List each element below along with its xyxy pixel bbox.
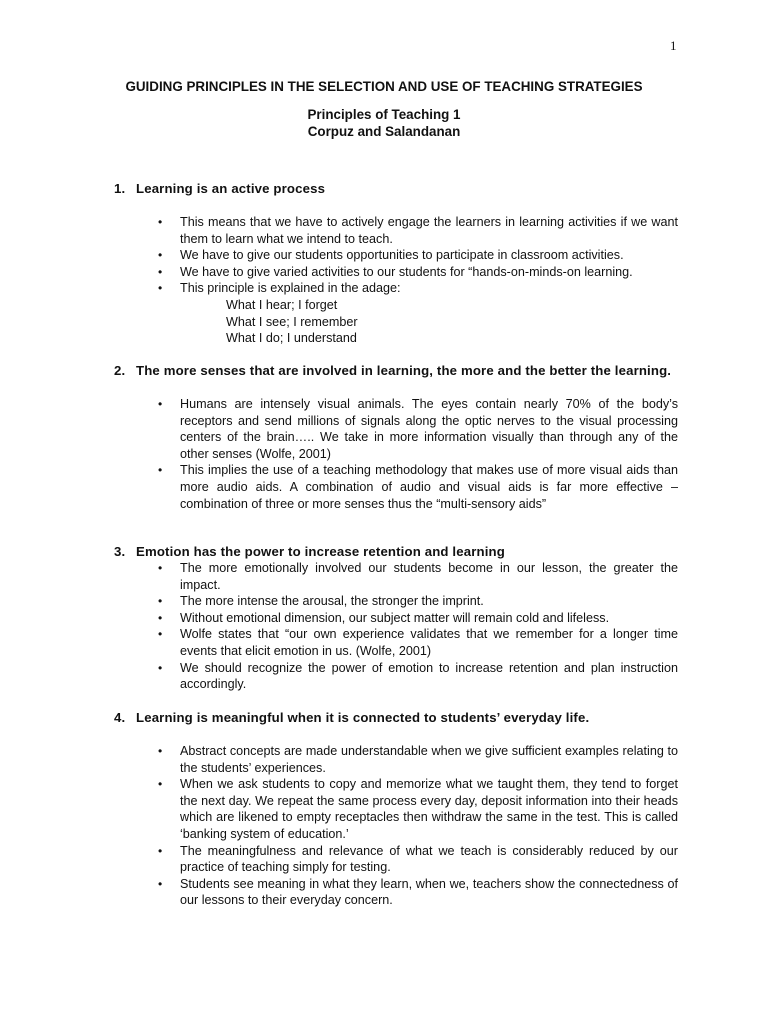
list-item: [114, 593, 678, 610]
bullet-icon: •: [158, 843, 163, 858]
list-item: [114, 743, 678, 776]
bullet-icon: •: [158, 660, 163, 675]
list-item-text: We have to give our students opportunities to participate in classroom activities.: [180, 248, 624, 263]
list-item: [114, 280, 678, 297]
section-1: [114, 180, 678, 347]
list-item: [114, 660, 678, 693]
page-number: 1: [670, 38, 677, 53]
list-item: [114, 876, 678, 909]
document-authors: Corpuz and Salandanan: [307, 124, 461, 139]
section-heading: [114, 709, 678, 726]
list-item: [114, 214, 678, 247]
section-4: [114, 709, 678, 909]
bullet-list: [114, 214, 678, 297]
document-title: GUIDING PRINCIPLES IN THE SELECTION AND USE OF TEACHING STRATEGIES: [125, 79, 643, 94]
list-item: [114, 776, 678, 842]
list-item-text: This means that we have to actively engage the learners in learning activities if we want them to learn what we intend to teach.: [180, 215, 678, 246]
bullet-icon: •: [158, 744, 163, 758]
list-item-text: The more intense the arousal, the stronger the imprint.: [180, 594, 484, 609]
bullet-icon: •: [158, 561, 163, 575]
section-3: [114, 543, 678, 693]
section-heading-text: Learning is an active process: [136, 181, 326, 196]
list-item-text: The more emotionally involved our students become in our lesson, the greater the impact.: [180, 561, 678, 592]
list-item-text: Students see meaning in what they learn, when we, teachers show the connectedness of our lessons to their everyday concern.: [180, 876, 678, 908]
bullet-list: [114, 743, 678, 909]
adage-line: What I hear; I forget: [226, 297, 338, 312]
section-heading-text: The more senses that are involved in learning, the more and the better the learning.: [136, 363, 672, 378]
section-heading: [114, 180, 678, 197]
section-heading: [114, 362, 678, 379]
bullet-icon: •: [158, 264, 163, 279]
bullet-icon: •: [158, 610, 163, 625]
adage-line: What I do; I understand: [226, 331, 357, 346]
section-number: 4.: [114, 710, 126, 725]
list-item: [114, 247, 678, 264]
bullet-icon: •: [158, 281, 163, 296]
list-item: [114, 560, 678, 593]
bullet-icon: •: [158, 215, 163, 229]
section-2: [114, 362, 678, 512]
adage: [114, 297, 678, 347]
bullet-icon: •: [158, 627, 163, 642]
list-item-text: The meaningfulness and relevance of what we teach is considerably reduced by our practice of teaching simply for testing.: [180, 843, 678, 875]
list-item-text: We should recognize the power of emotion to increase retention and plan instruction accordingly.: [180, 660, 678, 692]
section-heading-text: Emotion has the power to increase retention and learning: [136, 544, 505, 559]
list-item: [114, 462, 678, 512]
list-item-text: When we ask students to copy and memorize what we taught them, they tend to forget the next day. We repeat the same process every day, deposit information into their heads which are likened to empty receptacles then withdraw the same in the test. This is called ‘banking system of education.’: [180, 777, 678, 841]
list-item-text: Humans are intensely visual animals. The eyes contain nearly 70% of the body’s receptors and send millions of signals along the optic nerves to the visual processing centers of the brain….. We take in more information visually than through any of the other senses (Wolfe, 2001): [180, 397, 678, 461]
section-heading: [114, 543, 678, 560]
list-item: [114, 396, 678, 462]
section-number: 3.: [114, 544, 126, 559]
list-item-text: This principle is explained in the adage:: [180, 281, 401, 296]
adage-line: What I see; I remember: [226, 314, 358, 329]
bullet-icon: •: [158, 463, 163, 478]
bullet-list: [114, 396, 678, 512]
bullet-icon: •: [158, 876, 163, 891]
bullet-list: [114, 560, 678, 693]
bullet-icon: •: [158, 594, 163, 609]
list-item-text: We have to give varied activities to our students for “hands-on-minds-on learning.: [180, 264, 633, 279]
list-item: [114, 626, 678, 659]
list-item-text: Abstract concepts are made understandable when we give sufficient examples relating to the students’ experiences.: [180, 744, 678, 775]
list-item-text: This implies the use of a teaching methodology that makes use of more visual aids than more audio aids. A combination of audio and visual aids is far more effective – combination of three or more senses thus the “multi-sensory aids”: [180, 463, 678, 511]
list-item-text: Without emotional dimension, our subject matter will remain cold and lifeless.: [180, 610, 610, 625]
section-number: 1.: [114, 181, 126, 196]
list-item: [114, 843, 678, 876]
section-number: 2.: [114, 363, 126, 378]
bullet-icon: •: [158, 248, 163, 263]
section-heading-text: Learning is meaningful when it is connected to students’ everyday life.: [136, 710, 590, 725]
list-item: [114, 610, 678, 627]
list-item-text: Wolfe states that “our own experience validates that we remember for a longer time events that elicit emotion in us. (Wolfe, 2001): [180, 627, 678, 658]
bullet-icon: •: [158, 777, 163, 792]
document-subtitle: Principles of Teaching 1: [307, 107, 461, 122]
bullet-icon: •: [158, 397, 163, 411]
list-item: [114, 264, 678, 281]
